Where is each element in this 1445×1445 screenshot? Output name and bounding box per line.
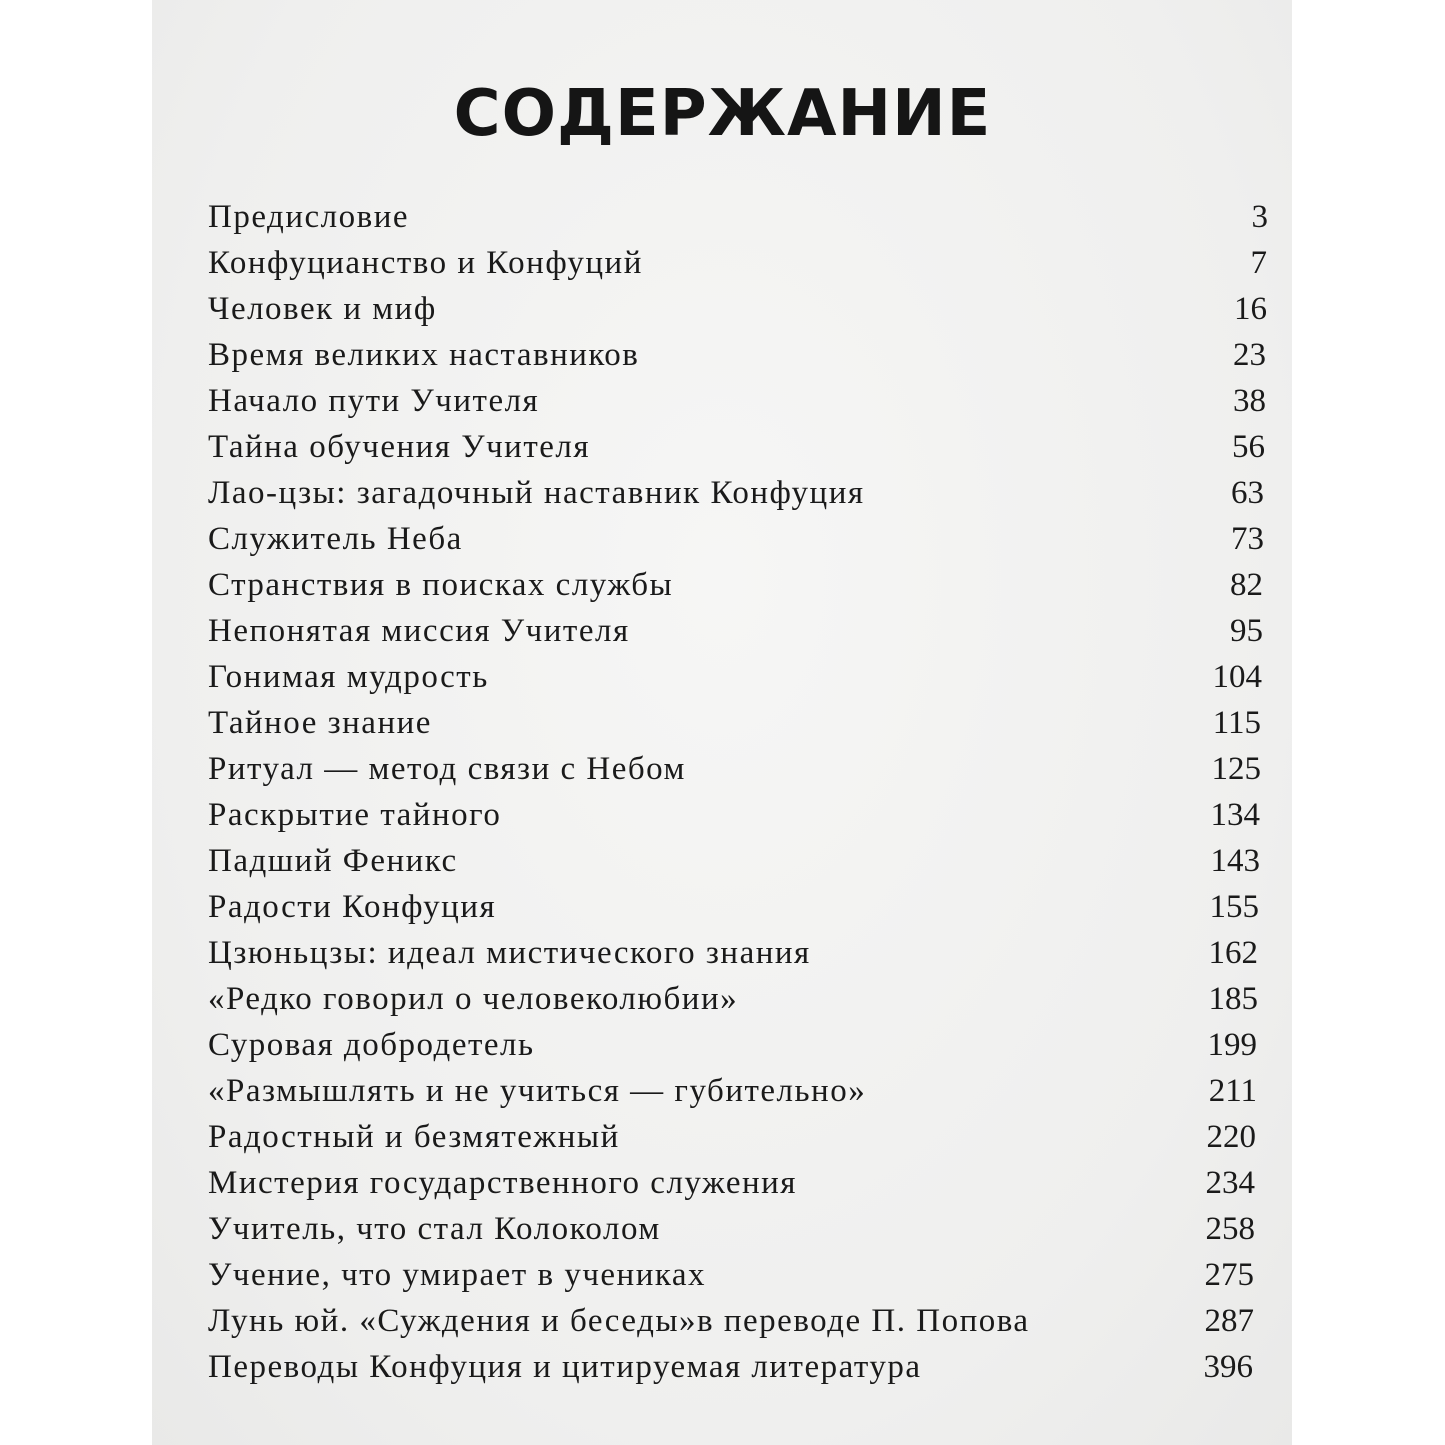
toc-entry-title: Начало пути Учителя (208, 383, 540, 419)
toc-entry-title: Лао-цзы: загадочный наставник Конфуция (208, 475, 865, 511)
toc-entry-title: Учитель, что стал Колоколом (208, 1211, 661, 1247)
toc-entry-page: 82 (1230, 567, 1263, 603)
toc-row (208, 746, 1261, 792)
toc-entry-title: Радости Конфуция (208, 889, 497, 925)
toc-entry-page: 63 (1231, 475, 1264, 511)
toc-row (208, 516, 1264, 562)
toc-entry-page: 125 (1211, 751, 1261, 787)
toc-row (208, 976, 1258, 1022)
toc-row (208, 1068, 1257, 1114)
toc-entry-title: Конфуцианство и Конфуций (208, 245, 643, 281)
toc-row (208, 286, 1267, 332)
toc-entry-title: «Размышлять и не учиться — губительно» (208, 1073, 867, 1109)
toc-entry-page: 211 (1208, 1073, 1257, 1109)
toc-entry-title: Учение, что умирает в учениках (208, 1257, 707, 1293)
toc-row (208, 1298, 1254, 1344)
toc-row (208, 378, 1266, 424)
toc-entry-page: 185 (1208, 981, 1258, 1017)
toc-entry-page: 115 (1212, 705, 1261, 741)
toc-entry-page: 73 (1231, 521, 1264, 557)
toc-entry-page: 220 (1206, 1119, 1256, 1155)
toc-entry-page: 275 (1204, 1257, 1254, 1293)
toc-entry-title: «Редко говорил о человеколюбии» (208, 981, 739, 1017)
toc-entry-title: Раскрытие тайного (208, 797, 502, 833)
toc-row (208, 332, 1266, 378)
toc-entry-title: Падший Феникс (208, 843, 458, 879)
toc-row (208, 470, 1264, 516)
toc-entry-page: 234 (1205, 1165, 1255, 1201)
toc-row (208, 1252, 1254, 1298)
toc-entry-page: 56 (1232, 429, 1265, 465)
toc-entry-title: Странствия в поисках службы (208, 567, 674, 603)
toc-entry-page: 134 (1210, 797, 1260, 833)
toc-entry-page: 38 (1233, 383, 1266, 419)
toc-row (208, 240, 1267, 286)
toc-entry-page: 155 (1209, 889, 1259, 925)
toc-row (208, 194, 1268, 240)
toc-row (208, 1022, 1257, 1068)
toc-row (208, 562, 1263, 608)
toc-row (208, 700, 1261, 746)
toc-entry-page: 16 (1234, 291, 1267, 327)
toc-entry-page: 258 (1205, 1211, 1255, 1247)
toc-row (208, 1114, 1256, 1160)
toc-entry-title: Переводы Конфуция и цитируемая литература (208, 1349, 922, 1385)
toc-row (208, 792, 1260, 838)
toc-entry-title: Цзюньцзы: идеал мистического знания (208, 935, 811, 971)
toc-entry-title: Лунь юй. «Суждения и беседы»в переводе П. Попова (208, 1303, 1030, 1339)
toc-entry-title: Предисловие (208, 199, 409, 235)
toc-entry-title: Ритуал — метод связи с Небом (208, 751, 686, 787)
toc-entry-page: 162 (1208, 935, 1258, 971)
toc-row (208, 1160, 1255, 1206)
toc-entry-page: 143 (1210, 843, 1260, 879)
toc-row (208, 1344, 1253, 1390)
toc-row (208, 930, 1258, 976)
toc-entry-title: Суровая добродетель (208, 1027, 535, 1063)
toc-entry-title: Непонятая миссия Учителя (208, 613, 630, 649)
page-title: СОДЕРЖАНИЕ (453, 77, 992, 151)
toc-entry-page: 104 (1212, 659, 1262, 695)
toc-row (208, 1206, 1255, 1252)
toc-entry-page: 396 (1203, 1349, 1253, 1385)
toc-entry-page: 287 (1204, 1303, 1254, 1339)
toc-entry-page: 95 (1230, 613, 1263, 649)
toc-entry-page: 23 (1233, 337, 1266, 373)
toc-entry-page: 3 (1251, 199, 1268, 235)
toc-entry-page: 7 (1250, 245, 1267, 281)
toc-row (208, 838, 1260, 884)
toc-entry-title: Гонимая мудрость (208, 659, 489, 695)
toc-entry-page: 199 (1207, 1027, 1257, 1063)
toc-row (208, 884, 1259, 930)
toc-entry-title: Тайное знание (208, 705, 432, 741)
toc-entry-title: Служитель Неба (208, 521, 463, 557)
toc-row (208, 654, 1262, 700)
toc-row (208, 424, 1265, 470)
toc-entry-title: Радостный и безмятежный (208, 1119, 620, 1155)
toc-entry-title: Мистерия государственного служения (208, 1165, 797, 1201)
toc-row (208, 608, 1263, 654)
toc-entry-title: Тайна обучения Учителя (208, 429, 591, 465)
toc-entry-title: Время великих наставников (208, 337, 640, 373)
toc-entry-title: Человек и миф (208, 291, 437, 327)
